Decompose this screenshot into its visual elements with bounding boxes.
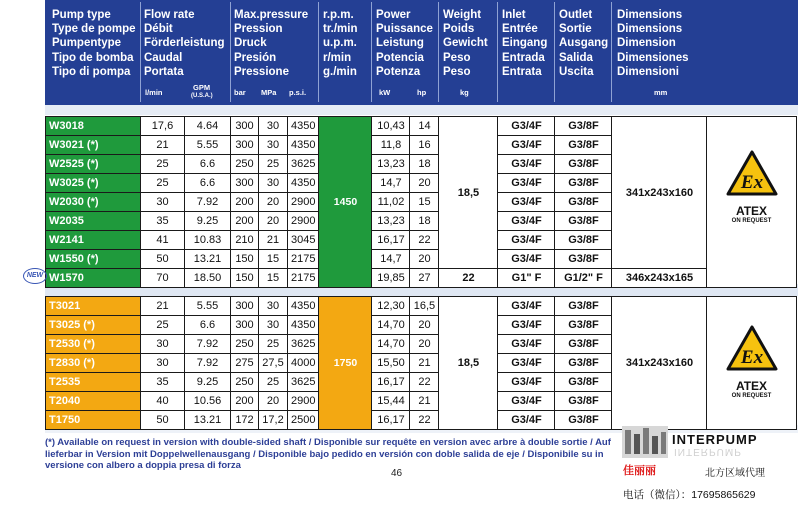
outlet-thread: G3/8F	[555, 373, 612, 392]
pressure-mpa: 27,5	[259, 354, 288, 373]
power-hp: 22	[410, 231, 439, 250]
pump-model: W2035	[46, 212, 141, 231]
unit-kw: kW	[379, 88, 391, 97]
watermark-phone: 电话（微信）：17695865629	[623, 489, 756, 501]
flow-gpm: 13.21	[185, 411, 231, 430]
inlet-thread: G1" F	[498, 269, 555, 288]
flow-gpm: 18.50	[185, 269, 231, 288]
flow-gpm: 9.25	[185, 373, 231, 392]
pressure-mpa: 25	[259, 373, 288, 392]
power-hp: 20	[410, 174, 439, 193]
unit-hp: hp	[417, 88, 427, 97]
unit-lmin: l/min	[145, 88, 163, 97]
inlet-thread: G3/4F	[498, 174, 555, 193]
pressure-bar: 150	[231, 269, 259, 288]
atex-ex-icon	[726, 150, 778, 196]
weight-value: 22	[439, 269, 498, 288]
flow-lmin: 21	[141, 297, 185, 316]
atex-ex-icon	[726, 325, 778, 371]
flow-lmin: 50	[141, 250, 185, 269]
pressure-mpa: 25	[259, 335, 288, 354]
table-row	[46, 117, 797, 136]
logo-icon	[622, 426, 668, 458]
pressure-bar: 150	[231, 250, 259, 269]
flow-lmin: 35	[141, 212, 185, 231]
flow-gpm: 6.6	[185, 174, 231, 193]
outlet-thread: G3/8F	[555, 212, 612, 231]
flow-gpm: 9.25	[185, 212, 231, 231]
power-hp: 18	[410, 155, 439, 174]
atex-title: ATEX	[735, 204, 768, 218]
power-hp: 20	[410, 316, 439, 335]
outlet-thread: G3/8F	[555, 392, 612, 411]
flow-gpm: 7.92	[185, 193, 231, 212]
flow-lmin: 30	[141, 193, 185, 212]
power-kw: 14,7	[372, 250, 410, 269]
inlet-thread: G3/4F	[498, 155, 555, 174]
header-rpm: r.p.m. tr./min u.p.m. r/min g./min	[323, 9, 358, 78]
pressure-psi: 3045	[288, 231, 319, 250]
divider	[230, 2, 231, 102]
flow-lmin: 41	[141, 231, 185, 250]
pressure-mpa: 17,2	[259, 411, 288, 430]
flow-lmin: 25	[141, 174, 185, 193]
pump-model: T2535	[46, 373, 141, 392]
flow-gpm: 5.55	[185, 136, 231, 155]
flow-lmin: 30	[141, 354, 185, 373]
flow-lmin: 25	[141, 316, 185, 335]
flow-gpm: 6.6	[185, 316, 231, 335]
power-kw: 11,02	[372, 193, 410, 212]
rpm-value: 1450	[319, 117, 372, 288]
flow-gpm: 7.92	[185, 354, 231, 373]
pressure-bar: 250	[231, 373, 259, 392]
divider	[371, 2, 372, 102]
flow-lmin: 70	[141, 269, 185, 288]
pressure-psi: 4350	[288, 174, 319, 193]
atex-badge-t	[709, 325, 794, 399]
pressure-mpa: 30	[259, 174, 288, 193]
outlet-thread: G3/8F	[555, 174, 612, 193]
atex-title: ATEX	[735, 379, 768, 393]
pump-model: W2525 (*)	[46, 155, 141, 174]
outlet-thread: G3/8F	[555, 335, 612, 354]
w-series-table	[45, 116, 797, 288]
flow-gpm: 5.55	[185, 297, 231, 316]
pressure-mpa: 20	[259, 212, 288, 231]
pressure-psi: 3625	[288, 335, 319, 354]
pressure-bar: 300	[231, 316, 259, 335]
pump-model: W2030 (*)	[46, 193, 141, 212]
flow-lmin: 21	[141, 136, 185, 155]
power-hp: 22	[410, 411, 439, 430]
rpm-value: 1750	[319, 297, 372, 430]
atex-badge-w	[709, 150, 794, 224]
pressure-psi: 4350	[288, 117, 319, 136]
outlet-thread: G3/8F	[555, 231, 612, 250]
table-row	[46, 269, 797, 288]
divider	[438, 2, 439, 102]
unit-usa: (U.S.A.)	[191, 93, 213, 99]
outlet-thread: G3/8F	[555, 136, 612, 155]
power-kw: 16,17	[372, 231, 410, 250]
inlet-thread: G3/4F	[498, 193, 555, 212]
pressure-bar: 210	[231, 231, 259, 250]
pump-model: T2830 (*)	[46, 354, 141, 373]
pressure-bar: 300	[231, 174, 259, 193]
pressure-psi: 3625	[288, 373, 319, 392]
power-kw: 13,23	[372, 212, 410, 231]
outlet-thread: G1/2" F	[555, 269, 612, 288]
svg-text:Ex: Ex	[740, 172, 763, 193]
pressure-mpa: 20	[259, 392, 288, 411]
pressure-psi: 4350	[288, 297, 319, 316]
divider	[318, 2, 319, 102]
pressure-mpa: 21	[259, 231, 288, 250]
flow-gpm: 7.92	[185, 335, 231, 354]
pressure-psi: 2900	[288, 193, 319, 212]
flow-lmin: 25	[141, 155, 185, 174]
pump-model: T1750	[46, 411, 141, 430]
flow-gpm: 10.83	[185, 231, 231, 250]
flow-gpm: 13.21	[185, 250, 231, 269]
weight-value: 18,5	[439, 117, 498, 269]
header-strip	[45, 105, 798, 115]
watermark-region: 北方区域代理	[705, 468, 765, 479]
power-hp: 21	[410, 392, 439, 411]
power-hp: 20	[410, 335, 439, 354]
inlet-thread: G3/4F	[498, 392, 555, 411]
dimensions-value: 341x243x160	[612, 297, 707, 430]
dimensions-value: 341x243x160	[612, 117, 707, 269]
t-series-table	[45, 296, 797, 430]
divider	[497, 2, 498, 102]
outlet-thread: G3/8F	[555, 316, 612, 335]
divider	[140, 2, 141, 102]
pressure-psi: 4350	[288, 316, 319, 335]
pressure-bar: 200	[231, 212, 259, 231]
pressure-bar: 200	[231, 392, 259, 411]
power-hp: 18	[410, 212, 439, 231]
header-inlet: Inlet Entrée Eingang Entrada Entrata	[502, 9, 548, 78]
header-outlet: Outlet Sortie Ausgang Salida Uscita	[559, 9, 609, 78]
atex-sub: ON REQUEST	[731, 218, 772, 224]
new-badge: NEW	[23, 268, 47, 284]
divider	[554, 2, 555, 102]
inlet-thread: G3/4F	[498, 297, 555, 316]
flow-gpm: 6.6	[185, 155, 231, 174]
unit-gpm: GPM	[193, 83, 211, 92]
page-number: 46	[391, 468, 403, 479]
power-kw: 15,50	[372, 354, 410, 373]
inlet-thread: G3/4F	[498, 231, 555, 250]
flow-gpm: 10.56	[185, 392, 231, 411]
power-hp: 27	[410, 269, 439, 288]
inlet-thread: G3/4F	[498, 212, 555, 231]
watermark-name: 佳丽丽	[623, 465, 656, 477]
unit-bar: bar	[234, 88, 246, 97]
pressure-mpa: 30	[259, 316, 288, 335]
pressure-mpa: 30	[259, 297, 288, 316]
flow-lmin: 50	[141, 411, 185, 430]
power-kw: 13,23	[372, 155, 410, 174]
pump-model: W1570	[46, 269, 141, 288]
flow-gpm: 4.64	[185, 117, 231, 136]
pressure-mpa: 30	[259, 136, 288, 155]
outlet-thread: G3/8F	[555, 117, 612, 136]
pressure-bar: 172	[231, 411, 259, 430]
pump-model: W1550 (*)	[46, 250, 141, 269]
dimensions-value: 346x243x165	[612, 269, 707, 288]
header-dimensions: Dimensions Dimensions Dimension Dimensiones Dimensioni	[617, 9, 689, 78]
svg-text:Ex: Ex	[740, 347, 763, 368]
power-kw: 14,7	[372, 174, 410, 193]
pressure-psi: 4000	[288, 354, 319, 373]
header-power: Power Puissance Leistung Potencia Potenza	[376, 9, 433, 78]
power-hp: 20	[410, 250, 439, 269]
header-pump-type: Pump type Type de pompe Pumpentype Tipo de bomba Tipo di pompa	[52, 9, 136, 78]
unit-psi: p.s.i.	[289, 88, 307, 97]
pressure-bar: 275	[231, 354, 259, 373]
inlet-thread: G3/4F	[498, 316, 555, 335]
interpump-logo	[622, 426, 668, 458]
pump-model: W2141	[46, 231, 141, 250]
unit-kg: kg	[460, 88, 469, 97]
power-kw: 12,30	[372, 297, 410, 316]
inlet-thread: G3/4F	[498, 354, 555, 373]
inlet-thread: G3/4F	[498, 373, 555, 392]
brand-mirror: INTERPUMP	[674, 446, 742, 457]
power-hp: 16,5	[410, 297, 439, 316]
pressure-mpa: 15	[259, 269, 288, 288]
outlet-thread: G3/8F	[555, 297, 612, 316]
header-pressure: Max.pressure Pression Druck Presión Pressione	[234, 9, 309, 78]
outlet-thread: G3/8F	[555, 155, 612, 174]
power-kw: 15,44	[372, 392, 410, 411]
power-kw: 19,85	[372, 269, 410, 288]
pressure-psi: 4350	[288, 136, 319, 155]
pressure-mpa: 15	[259, 250, 288, 269]
pump-model: T3025 (*)	[46, 316, 141, 335]
pressure-mpa: 30	[259, 117, 288, 136]
pressure-psi: 2175	[288, 269, 319, 288]
power-kw: 16,17	[372, 373, 410, 392]
power-kw: 14,70	[372, 335, 410, 354]
pump-model: T3021	[46, 297, 141, 316]
power-kw: 11,8	[372, 136, 410, 155]
unit-mpa: MPa	[261, 88, 277, 97]
pressure-psi: 2900	[288, 212, 319, 231]
footnote: (*) Available on request in version with double-sided shaft / Disponible sur requête en version avec arbre à double sortie / Auf lieferbar in Version mit Doppelwellenausgang / Disponible bajo pedido en versión con doble salida de eje / Disponibile su in versione con albero a doppia presa di forza	[45, 437, 611, 471]
pump-model: W3021 (*)	[46, 136, 141, 155]
outlet-thread: G3/8F	[555, 411, 612, 430]
power-hp: 15	[410, 193, 439, 212]
inlet-thread: G3/4F	[498, 250, 555, 269]
divider	[611, 2, 612, 102]
power-hp: 22	[410, 373, 439, 392]
inlet-thread: G3/4F	[498, 411, 555, 430]
pressure-bar: 250	[231, 335, 259, 354]
power-kw: 14,70	[372, 316, 410, 335]
atex-sub: ON REQUEST	[731, 393, 772, 399]
pump-model: W3025 (*)	[46, 174, 141, 193]
header-flow-rate: Flow rate Débit Förderleistung Caudal Portata	[144, 9, 225, 78]
unit-mm: mm	[654, 88, 668, 97]
inlet-thread: G3/4F	[498, 335, 555, 354]
power-hp: 14	[410, 117, 439, 136]
outlet-thread: G3/8F	[555, 193, 612, 212]
pressure-mpa: 20	[259, 193, 288, 212]
flow-lmin: 35	[141, 373, 185, 392]
pressure-psi: 3625	[288, 155, 319, 174]
pressure-bar: 300	[231, 297, 259, 316]
weight-value: 18,5	[439, 297, 498, 430]
outlet-thread: G3/8F	[555, 354, 612, 373]
outlet-thread: G3/8F	[555, 250, 612, 269]
flow-lmin: 30	[141, 335, 185, 354]
pressure-psi: 2500	[288, 411, 319, 430]
brand-name: INTERPUMP	[672, 432, 758, 447]
pressure-bar: 250	[231, 155, 259, 174]
pressure-psi: 2175	[288, 250, 319, 269]
pressure-bar: 200	[231, 193, 259, 212]
power-kw: 16,17	[372, 411, 410, 430]
pump-model: W3018	[46, 117, 141, 136]
power-hp: 16	[410, 136, 439, 155]
pressure-psi: 2900	[288, 392, 319, 411]
pump-model: T2040	[46, 392, 141, 411]
power-kw: 10,43	[372, 117, 410, 136]
inlet-thread: G3/4F	[498, 136, 555, 155]
flow-lmin: 40	[141, 392, 185, 411]
power-hp: 21	[410, 354, 439, 373]
pressure-mpa: 25	[259, 155, 288, 174]
pressure-bar: 300	[231, 136, 259, 155]
pressure-bar: 300	[231, 117, 259, 136]
table-row	[46, 297, 797, 316]
flow-lmin: 17,6	[141, 117, 185, 136]
inlet-thread: G3/4F	[498, 117, 555, 136]
header-weight: Weight Poids Gewicht Peso Peso	[443, 9, 488, 78]
pump-model: T2530 (*)	[46, 335, 141, 354]
